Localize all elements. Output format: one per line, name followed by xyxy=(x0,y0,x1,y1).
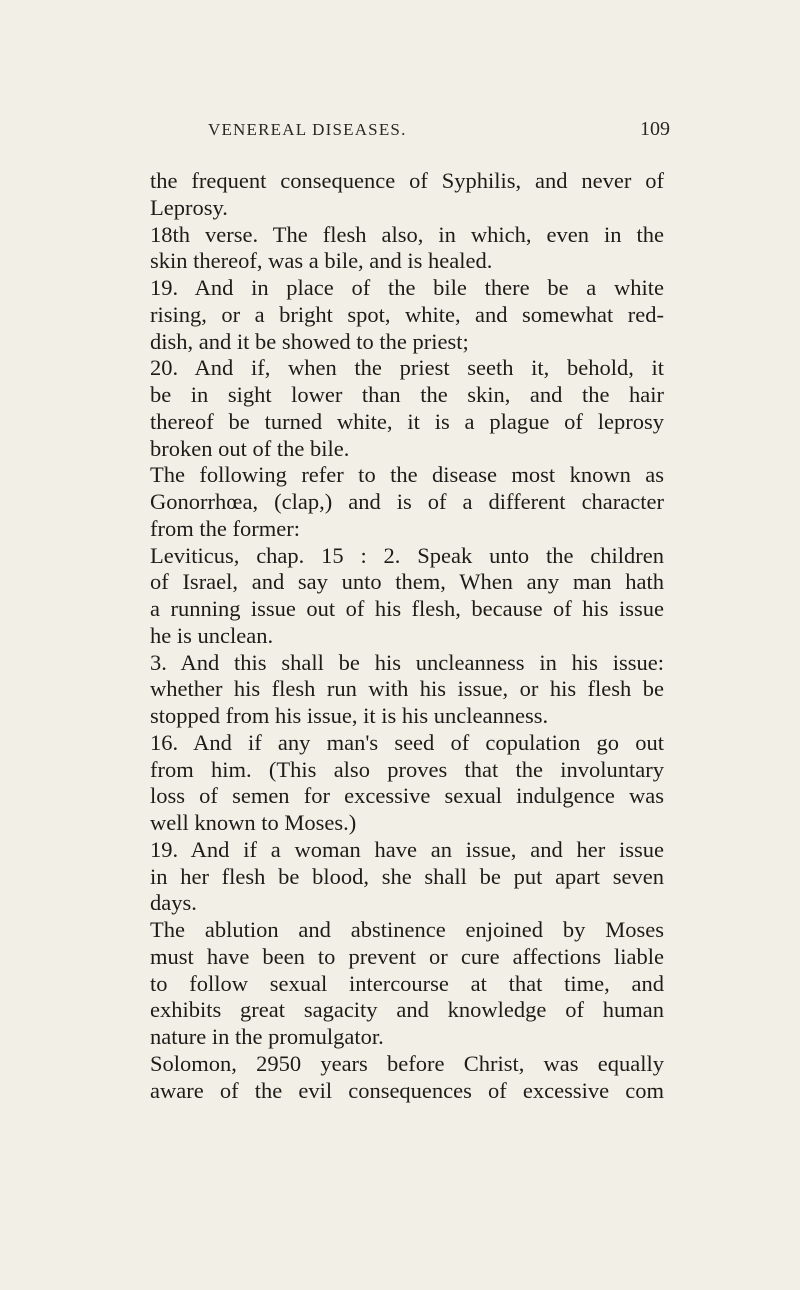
text-line: to follow sexual intercourse at that time, and xyxy=(150,970,664,996)
text-line: loss of semen for excessive sexual indulgence was xyxy=(150,783,664,809)
text-line: The following refer to the disease most known as xyxy=(150,462,664,488)
text-line: Solomon, 2950 years before Christ, was equally xyxy=(150,1050,664,1076)
text-line: Gonorrhœa, (clap,) and is of a different character xyxy=(150,489,664,514)
text-line: exhibits great sagacity and knowledge of human xyxy=(150,997,664,1023)
text-line: from the former: xyxy=(150,515,300,541)
text-line: be in sight lower than the skin, and the hair xyxy=(150,382,664,407)
text-line: whether his flesh run with his issue, or his flesh be xyxy=(150,676,664,702)
text-line: thereof be turned white, it is a plague of leprosy xyxy=(150,408,664,434)
running-head xyxy=(0,118,800,148)
text-line: dish, and it be showed to the priest; xyxy=(150,328,469,354)
text-line: broken out of the bile. xyxy=(150,435,350,461)
text-line: stopped from his issue, it is his uncleanness. xyxy=(150,703,549,728)
text-line: of Israel, and say unto them, When any man hath xyxy=(150,569,664,595)
text-line: skin thereof, was a bile, and is healed. xyxy=(150,248,493,274)
text-line: well known to Moses.) xyxy=(150,810,357,835)
text-line: Leprosy. xyxy=(150,194,228,220)
text-line: The ablution and abstinence enjoined by Moses xyxy=(150,917,664,942)
text-line: 20. And if, when the priest seeth it, behold, it xyxy=(150,355,664,381)
text-line: rising, or a bright spot, white, and somewhat red- xyxy=(150,301,664,327)
text-line: 19. And in place of the bile there be a white xyxy=(150,275,664,300)
text-line: aware of the evil consequences of excessive com xyxy=(150,1077,664,1103)
text-line: 19. And if a woman have an issue, and her issue xyxy=(150,836,664,862)
text-line: 3. And this shall be his uncleanness in his issue: xyxy=(150,649,664,675)
running-head-title: VENEREAL DISEASES. xyxy=(208,120,407,139)
text-line: days. xyxy=(150,890,197,916)
text-line: a running issue out of his flesh, because of his issue xyxy=(150,596,664,621)
text-line: the frequent consequence of Syphilis, and never of xyxy=(150,168,664,193)
body-text xyxy=(150,168,664,1104)
text-line: from him. (This also proves that the involuntary xyxy=(150,756,664,782)
text-line: nature in the promulgator. xyxy=(150,1024,384,1049)
text-line: 18th verse. The flesh also, in which, even in the xyxy=(150,221,664,247)
text-line: must have been to prevent or cure affections liable xyxy=(150,943,664,969)
text-line: in her flesh be blood, she shall be put apart seven xyxy=(150,863,664,889)
page-number: 109 xyxy=(640,118,670,140)
text-line: he is unclean. xyxy=(150,622,274,648)
text-line: Leviticus, chap. 15 : 2. Speak unto the children xyxy=(150,542,664,568)
text-line: 16. And if any man's seed of copulation go out xyxy=(150,729,664,755)
